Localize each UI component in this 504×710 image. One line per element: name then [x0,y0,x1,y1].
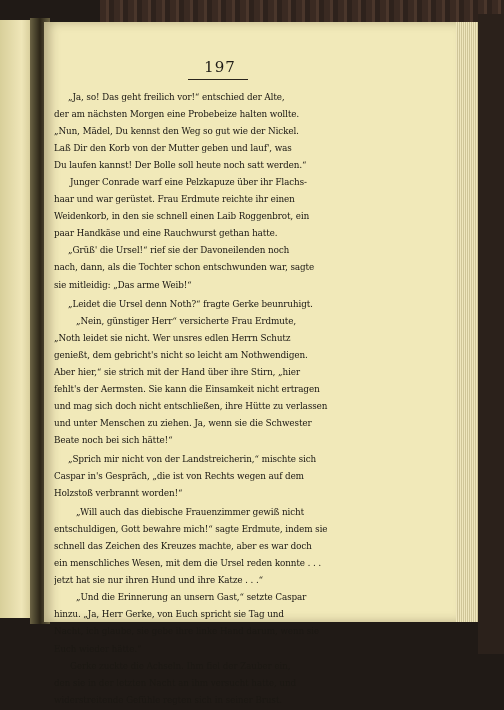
text-line: entschuldigen, Gott bewahre mich!“ sagte Erdmute, indem sie [54,525,328,536]
text-line: „Nun, Mädel, Du kennst den Weg so gut wie der Nickel. [54,127,299,138]
text-line: Aber hier,“ sie strich mit der Hand über ihre Stirn, „hier [54,367,301,378]
text-line: Holzstoß verbrannt worden!“ [54,489,183,500]
text-line: „Will auch das diebische Frauenzimmer gewiß nicht [76,508,305,519]
text-line: genießt, dem gebricht's nicht so leicht am Nothwendigen. [54,350,308,361]
text-line: Weidenkorb, in den sie schnell einen Laib Roggenbrot, ein [54,212,310,223]
text-line: Beate noch bei sich hätte!“ [54,435,173,446]
text-line: „Leidet die Ursel denn Noth?“ fragte Gerke beunruhigt. [68,299,313,310]
text-line: „Nein, günstiger Herr“ versicherte Frau Erdmute, [76,316,297,327]
page-stack-edge [456,22,478,622]
text-line: „Noth leidet sie nicht. Wer unsres edlen Herrn Schutz [54,333,291,344]
text-line: Junger Conrade warf eine Pelzkapuze über ihr Flachs- [70,178,307,189]
text-line: fehlt's der Aermsten. Sie kann die Einsamkeit nicht ertragen [54,384,320,395]
text-line: und mag sich doch nicht entschließen, ihre Hütte zu verlassen [54,401,328,412]
text-line: „Grüß' die Ursel!“ rief sie der Davoneilenden noch [68,246,290,257]
text-line: „Und die Erinnerung an unsern Gast,“ setzte Caspar [76,593,307,604]
text-line: Nacht, ich glaube, sie gebe ihre linke Hand darum, wenn sie [54,627,319,638]
text-line: widerstreitende Gefühle regten sich in seiner Brust. [54,695,282,706]
text-line: paar Handkäse und eine Rauchwurst gethan hatte. [54,229,278,240]
text-line: Laß Dir den Korb von der Mutter geben und lauf', was [54,144,292,155]
page-text [54,90,454,710]
text-line: Gerke zuckte die Achseln. Ihm fiel der Zauber ein, [70,661,291,672]
text-line: „Sprich mir nicht von der Landstreicherin,“ mischte sich [68,454,317,465]
text-line: ein menschliches Wesen, mit dem die Ursel reden konnte . . . [54,559,322,570]
text-line: der am nächsten Morgen eine Probebeize halten wollte. [54,110,300,121]
text-line: den sie in der letzten Nacht an ihm versucht hatte, und [54,678,297,689]
header-rule [188,79,248,80]
text-line: hinzu. „Ja, Herr Gerke, von Euch spricht sie Tag und [54,610,284,621]
text-line: und unter Menschen zu ziehen. Ja, wenn sie die Schwester [54,418,312,429]
text-line: nach, dann, als die Tochter schon entschwunden war, sagte [54,263,315,274]
text-line: Caspar in's Gespräch, „die ist von Rechts wegen auf dem [54,472,304,483]
page-number: 197 [204,58,236,76]
text-line: Du laufen kannst! Der Bolle soll heute noch satt werden.“ [54,161,307,172]
text-line: schnell das Zeichen des Kreuzes machte, aber es war doch [54,542,312,553]
book-cover-right [478,14,504,654]
text-line: „Ja, so! Das geht freilich vor!“ entschied der Alte, [68,93,285,103]
text-line: Euch wieder hätte.“ [54,644,142,655]
text-line: sie mitleidig: „Das arme Weib!“ [54,280,192,291]
text-line: haar und war gerüstet. Frau Erdmute reichte ihr einen [54,195,295,206]
text-line: jetzt hat sie nur ihren Hund und ihre Katze . . .“ [54,576,264,587]
